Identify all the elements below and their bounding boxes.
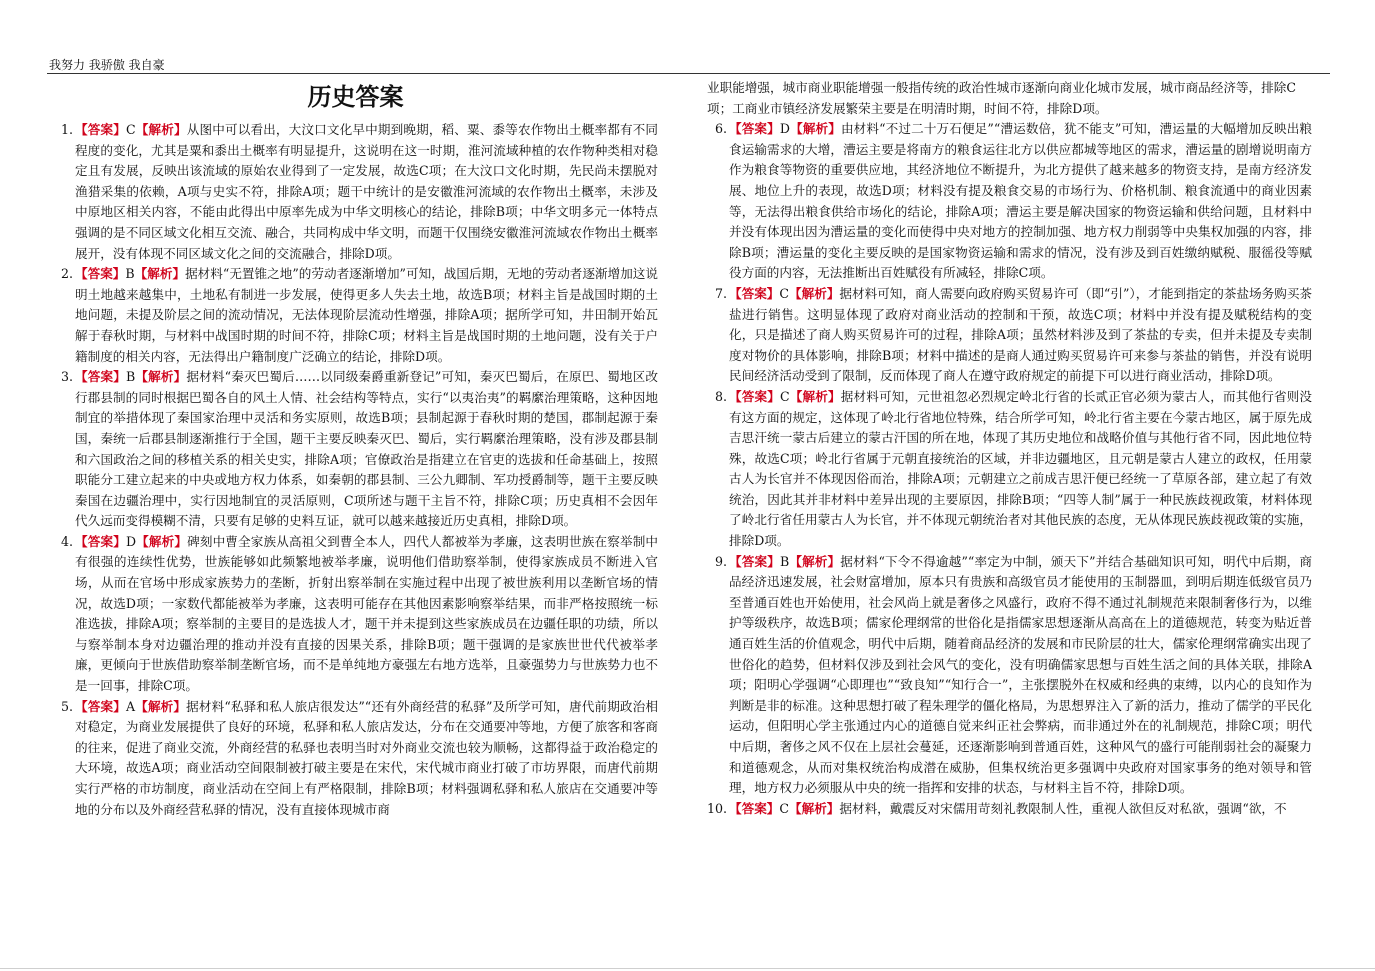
answer-tag: 【答案】 [729,285,780,301]
page-title: 历史答案 [307,82,404,111]
answer-item [707,119,1312,284]
answer-item [53,264,658,367]
item-number: 9. [714,553,727,569]
answer-choice: C [779,800,790,816]
answer-choice: D [125,533,137,549]
left-question-list [53,120,658,820]
answer-item [707,387,1312,552]
answer-choice: B [779,553,790,569]
answer-tag: 【答案】 [729,388,780,404]
answer-choice: A [125,698,136,714]
analysis-text: 从图中可以看出，大汶口文化早中期到晚期，稻、粟、黍等农作物出土概率都有不同程度的变化，尤其是粟和黍出土概率有明显提升，这说明在这一时期，淮河流域种植的农作物种类相对稳定且有发展，反映出该流域的原始农业得到了一定发展，故选C项；在大汶口文化时期，先民尚未摆脱对渔猎采集的依赖，A项与史实不符，排除A项；题干中统计的是安徽淮河流域的农作物出土概率，未涉及中原地区相关内容，不能由此得出中原率先成为中华文明核心的结论，排除B项；中华文明多元一体特点强调的是不同区域文化相互交流、融合，共同构成中华文明，而题干仅围绕安徽淮河流域农作物出土概率展开，没有体现不同区域文化之间的交流融合，排除D项。 [75,122,659,261]
answer-item [707,552,1312,799]
answer-choice: C [779,388,790,404]
analysis-tag: 【解析】 [135,698,187,714]
item-number: 6. [714,121,727,137]
answer-tag: 【答案】 [729,553,780,569]
analysis-text: 据材料“私驿和私人旅店很发达”“还有外商经营的私驿”及所学可知，唐代前期政治相对稳定，为商业发展提供了良好的环境，私驿和私人旅店发达，分布在交通要冲等地，方便了旅客和客商的往来，促进了商业交流，外商经营的私驿也表明当时对外商业交流也较为顺畅，这都得益于政治稳定的大环境，故选A项；商业活动空间限制被打破主要是在宋代，宋代城市商业打破了市坊界限，而唐代前期实行严格的市坊制度，商业活动在空间上有严格限制，排除B项；材料强调私驿和私人旅店在交通要冲等地的分布以及外商经营私驿的情况，没有直接体现城市商 [75,698,658,817]
analysis-text: 据材料“下令不得逾越”“率定为中制，颁天下”并结合基础知识可知，明代中后期，商品经济迅速发展，社会财富增加，原本只有贵族和高级官员才能使用的玉制器皿，到明后期连低级官员乃至普通百姓也开始使用，社会风尚上就是奢侈之风盛行，政府不得不通过礼制规范来限制奢侈行为，以维护等级秩序，故选B项；儒家伦理纲常的世俗化是指儒家思想逐渐从高高在上的道德规范，转变为贴近普通百姓生活的价值观念，明代中后期，随着商品经济的发展和市民阶层的壮大，儒家伦理纲常确实出现了世俗化的趋势，但材料仅涉及到社会风气的变化，没有明确儒家思想与百姓生活之间的具体关联，排除A项；阳明心学强调“心即理也”“致良知”“知行合一”，主张摆脱外在权威和经典的束缚，以内心的良知作为判断是非的标准。这种思想打破了程朱理学的僵化格局，为思想界注入了新的活力，推动了儒学的平民化运动，但阳明心学主张通过内心的道德自觉来纠正社会弊病，而非通过外在的礼制规范，排除C项；明代中后期，奢侈之风不仅在上层社会蔓延，还逐渐影响到普通百姓，这种风气的盛行可能削弱社会的凝聚力和道德观念，从而对集权统治构成潜在威胁，但集权统治更多强调中央政府对国家事务的绝对领导和管理，地方权力必须服从中央的统一指挥和安排的状态，与材料主旨不符，排除D项。 [729,553,1312,796]
analysis-tag: 【解析】 [136,533,188,549]
answer-item [53,120,658,264]
answer-choice: B [125,266,135,282]
item-number: 2. [60,266,73,282]
answer-choice: D [779,121,790,137]
answer-tag: 【答案】 [75,122,126,137]
answer-choice: C [779,285,790,301]
analysis-text: 据材料“秦灭巴蜀后……以同级秦爵重新登记”可知，秦灭巴蜀后，在原巴、蜀地区改行郡县制的同时根据巴蜀各自的风土人情、社会结构等特点，实行“以夷治夷”的羁縻治理策略，这种因地制宜的举措体现了秦国家治理中灵活和务实原则，故选B项；县制起源于春秋时期的楚国，郡制起源于秦国，秦统一后郡县制逐渐推行于全国，题干主要反映秦灭巴、蜀后，实行羁縻治理策略，没有涉及郡县制和六国政治之间的移植关系的相关史实，排除A项；官僚政治是指建立在官吏的选拔和任命基础上，按照职能分工建立起来的中央或地方权力体系，如秦朝的郡县制、三公九卿制、军功授爵制等，题干主要反映秦国在边疆治理中，实行因地制宜的灵活原则，C项所述与题干主旨不符，排除C项；历史真相不会因年代久远而变得模糊不清，只要有足够的史料互证，就可以越来越接近历史真相，排除D项。 [75,369,659,529]
analysis-tag: 【解析】 [789,388,841,404]
answer-choice: C [125,122,136,137]
analysis-text: 据材料可知，商人需要向政府购买贸易许可（即“引”），才能到指定的茶盐场务购买茶盐进行销售。这明显体现了政府对商业活动的控制和干预，故选C项；材料中并没有提及赋税结构的变化，只是描述了商人购买贸易许可的过程，排除A项；虽然材料涉及到了茶盐的专卖，但并未提及专卖制度对物价的具体影响，排除B项；材料中描述的是商人通过购买贸易许可来参与茶盐的销售，并没有说明民间经济活动受到了限制，反而体现了商人在遵守政府规定的前提下可以进行商业活动，排除D项。 [729,285,1313,384]
page-bottom-rule [0,968,1375,969]
carryover-paragraph: 业职能增强，城市商业职能增强一般指传统的政治性城市逐渐向商业化城市发展，城市商品经济等，排除C项；工商业市镇经济发展繁荣主要是在明清时期，时间不符，排除D项。 [707,80,1296,116]
answer-tag: 【答案】 [75,533,126,549]
header-rule [47,73,1330,74]
item-number: 3. [60,369,73,385]
analysis-text: 据材料，戴震反对宋儒用苛刻礼教限制人性，重视人欲但反对私欲，强调“欲，不 [839,800,1287,816]
answer-item [707,284,1312,387]
analysis-tag: 【解析】 [789,800,840,816]
answer-tag: 【答案】 [75,698,126,714]
answer-choice: B [125,369,136,385]
item-number: 7. [714,285,727,301]
answer-item [707,799,1312,820]
analysis-tag: 【解析】 [135,122,187,137]
analysis-text: 据材料可知，元世祖忽必烈规定岭北行省的长贰正官必须为蒙古人，而其他行省则没有这方面的规定，这体现了岭北行省地位特殊，结合所学可知，岭北行省主要在今蒙古地区，属于原先成吉思汗统一蒙古后建立的蒙古汗国的所在地，体现了其历史地位和战略价值与其他行省不同，因此地位特殊，故选C项；岭北行省属于元朝直接统治的区域，并非边疆地区，且元朝是蒙古人建立的政权，任用蒙古人为长官并不体现因俗而治，排除A项；元朝建立之前成吉思汗便已经统一了草原各部，建立起了有效统治，因此其并非材料中差异出现的主要原因，排除B项；“四等人制”属于一种民族歧视政策，材料体现了岭北行省任用蒙古人为长官，并不体现元朝统治者对其他民族的态度，无从体现民族歧视政策的实施，排除D项。 [729,388,1313,549]
answer-tag: 【答案】 [729,121,780,137]
left-column [53,78,658,820]
analysis-text: 由材料“不过二十万石便足”“漕运数倍，犹不能支”可知，漕运量的大幅增加反映出粮食运输需求的大增，漕运主要是将南方的粮食运往北方以供应都城等地区的需求，漕运量的剧增说明南方作为粮食等物资的重要供应地，其经济地位不断提升，为北方提供了越来越多的物资支持，是南方经济发展、地位上升的表现，故选D项；材料没有提及粮食交易的市场行为、价格机制、粮食流通中的商业因素等，无法得出粮食供给市场化的结论，排除A项；漕运主要是解决国家的物资运输和供给问题，且材料中并没有体现出因为漕运量的变化而使得中央对地方的控制加强、地方权力削弱等中央集权加强的内容，排除B项；漕运量的变化主要反映的是国家物资运输和需求的情况，没有涉及到百姓缴纳赋税、服徭役等赋役方面的内容，无法推断出百姓赋役有所减轻，排除C项。 [729,121,1313,281]
right-column [707,78,1312,819]
answer-tag: 【答案】 [75,266,126,282]
right-question-list [707,119,1312,819]
item-number: 4. [60,533,73,549]
answer-item [53,532,658,697]
answer-tag: 【答案】 [729,800,780,816]
answer-tag: 【答案】 [75,369,126,385]
analysis-tag: 【解析】 [789,553,841,569]
analysis-tag: 【解析】 [789,121,841,137]
item-number: 1. [60,122,73,137]
header-slogan: 我努力 我骄傲 我自豪 [49,58,165,72]
analysis-text: 据材料“无置锥之地”的劳动者逐渐增加”可知，战国后期，无地的劳动者逐渐增加这说明土地越来越集中，土地私有制进一步发展，使得更多人失去土地，故选B项；材料主旨是战国时期的土地问题，未提及阶层之间的流动情况，无法体现阶层流动性增强，排除A项；据所学可知，井田制开始瓦解于春秋时期，与材料中战国时期的时间不符，排除C项；材料主旨是战国时期的土地问题，没有关于户籍制度的相关内容，无法得出户籍制度广泛确立的结论，排除D项。 [75,266,658,364]
item-number: 5. [60,698,73,714]
analysis-text: 碑刻中曹全家族从高祖父到曹全本人，四代人都被举为孝廉，这表明世族在察举制中有很强的连续性优势，世族能够如此频繁地被举孝廉，说明他们借助察举制，使得家族成员不断进入官场，从而在官场中形成家族势力的垄断，折射出察举制在实施过程中出现了被世族利用以垄断官场的情况，故选D项；一家数代都能被举为孝廉，这表明可能存在其他因素影响察举结果，而非严格按照统一标准选拔，排除A项；察举制的主要目的是选拔人才，题干并未提到这些家族成员在边疆任职的功绩，所以与察举制本身对边疆治理的推动并没有直接的因果关系，排除B项；题干强调的是家族世世代代被举孝廉，更倾向于世族借助察举制垄断官场，而不是单纯地方豪强左右地方选举，且豪强势力与世族势力也不是一回事，排除C项。 [75,533,659,694]
answer-item [53,367,658,532]
analysis-tag: 【解析】 [135,369,187,385]
analysis-tag: 【解析】 [134,266,186,282]
item-number: 10. [707,800,728,816]
item-number: 8. [714,388,727,404]
answer-item [53,697,658,821]
analysis-tag: 【解析】 [789,285,840,301]
